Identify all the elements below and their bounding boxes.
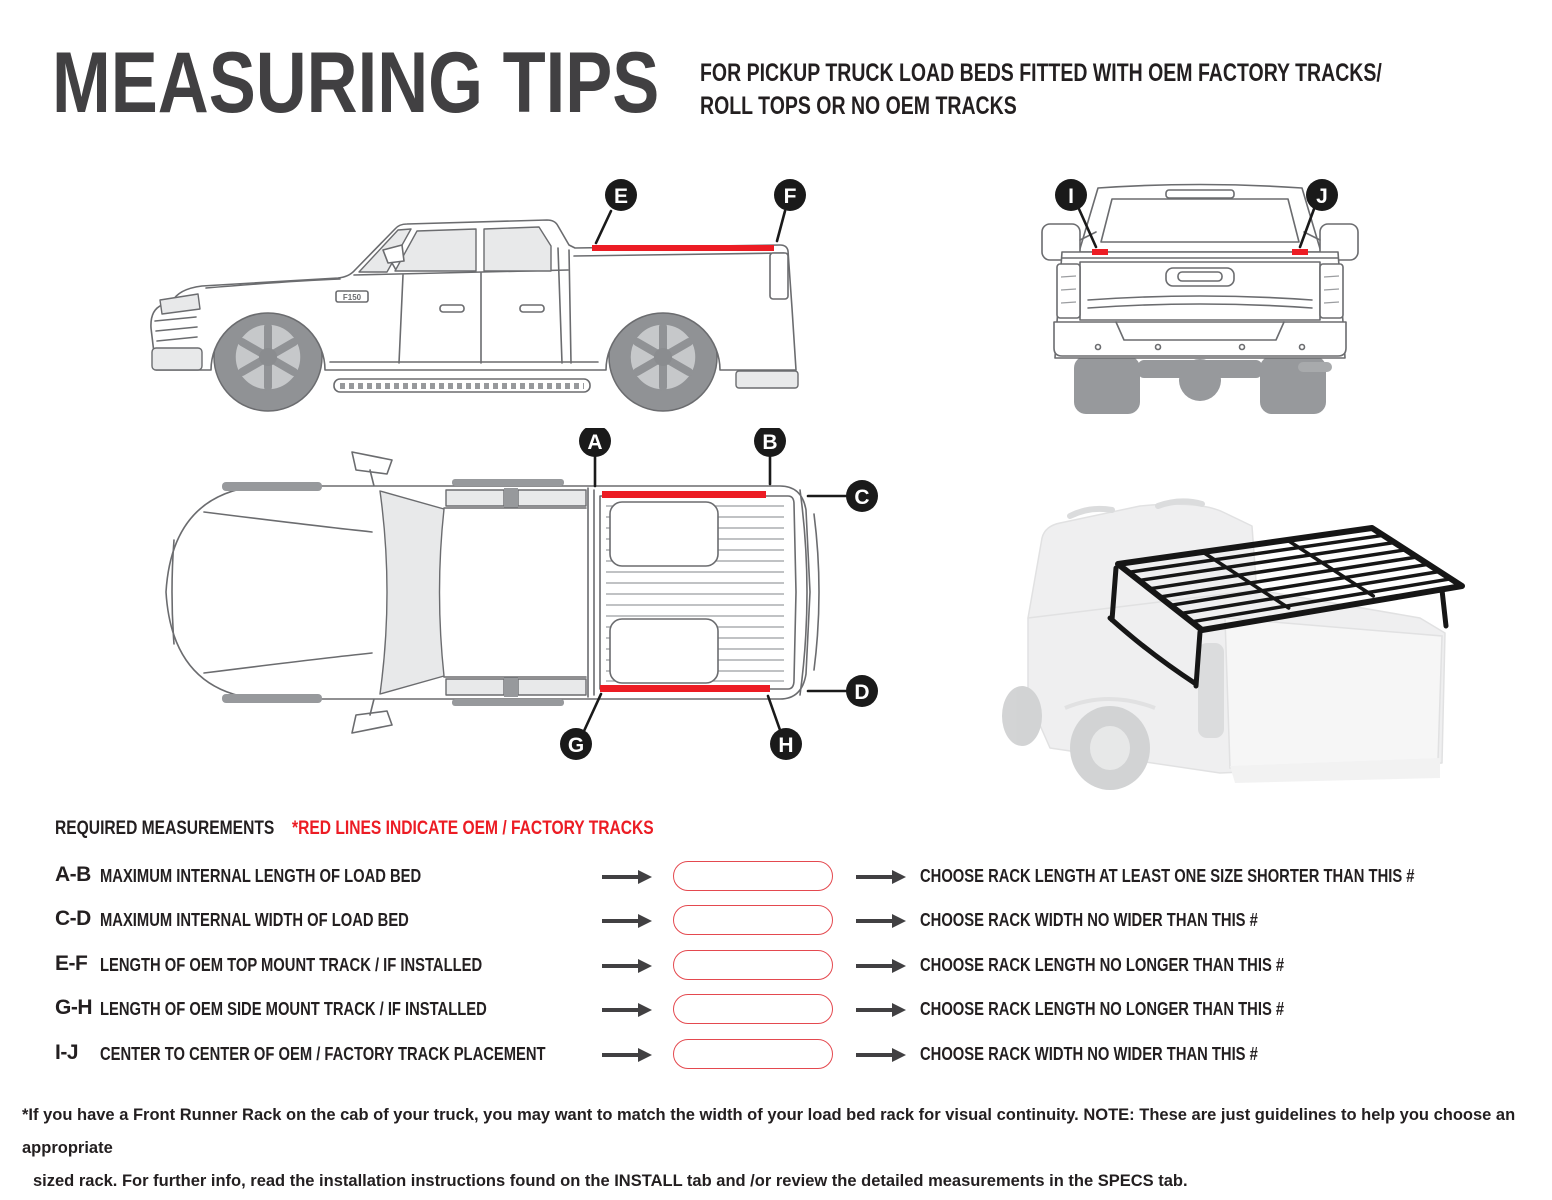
rear-door-window bbox=[484, 227, 551, 271]
measurement-description: CENTER TO CENTER OF OEM / FACTORY TRACK PLACEMENT bbox=[100, 1044, 546, 1064]
arrow-right-icon bbox=[856, 870, 906, 884]
svg-text:G: G bbox=[567, 734, 585, 757]
measurement-id: G-H bbox=[55, 996, 92, 1019]
callout-a bbox=[579, 428, 611, 457]
side-view-truck-diagram bbox=[140, 158, 820, 423]
svg-text:F: F bbox=[783, 185, 797, 208]
measurement-description: LENGTH OF OEM TOP MOUNT TRACK / IF INSTALLED bbox=[100, 955, 483, 975]
measurement-row-cd bbox=[0, 904, 1552, 936]
callout-b bbox=[754, 428, 786, 457]
subtitle-line-2: ROLL TOPS OR NO OEM TRACKS bbox=[700, 92, 1017, 120]
measurement-description: MAXIMUM INTERNAL LENGTH OF LOAD BED bbox=[100, 866, 422, 886]
measurement-row-ab bbox=[0, 860, 1552, 892]
measurement-description: LENGTH OF OEM SIDE MOUNT TRACK / IF INSTALLED bbox=[100, 999, 487, 1019]
wheel-well-top bbox=[610, 502, 718, 566]
top-view-truck-diagram bbox=[140, 428, 910, 773]
measurement-input-cd[interactable] bbox=[673, 905, 833, 935]
taillight bbox=[770, 253, 788, 299]
footnote bbox=[22, 1099, 1552, 1198]
measurement-row-gh bbox=[0, 993, 1552, 1025]
callout-h bbox=[770, 728, 802, 760]
callout-e bbox=[605, 179, 637, 211]
subtitle-line-1: FOR PICKUP TRUCK LOAD BEDS FITTED WITH OEM FACTORY TRACKS/ bbox=[700, 59, 1382, 87]
measurement-description: MAXIMUM INTERNAL WIDTH OF LOAD BED bbox=[100, 910, 409, 930]
callout-g bbox=[560, 728, 592, 760]
page-title: MEASURING TIPS bbox=[52, 35, 660, 131]
ghost-front-wheel bbox=[1002, 686, 1042, 746]
section-heading: REQUIRED MEASUREMENTS bbox=[55, 817, 275, 839]
arrow-right-icon bbox=[602, 870, 652, 884]
measurement-instruction: CHOOSE RACK WIDTH NO WIDER THAN THIS # bbox=[920, 910, 1258, 930]
callout-d bbox=[846, 675, 878, 707]
arrow-right-icon bbox=[602, 959, 652, 973]
measurement-id: C-D bbox=[55, 907, 91, 930]
arrow-right-icon bbox=[602, 1048, 652, 1062]
rear-bumper bbox=[736, 371, 798, 388]
top-mirror bbox=[352, 452, 392, 474]
svg-text:A: A bbox=[587, 431, 603, 454]
measurement-input-ab[interactable] bbox=[673, 861, 833, 891]
svg-text:E: E bbox=[613, 185, 629, 208]
differential bbox=[1179, 359, 1221, 401]
measurement-instruction: CHOOSE RACK WIDTH NO WIDER THAN THIS # bbox=[920, 1044, 1258, 1064]
arrow-right-icon bbox=[602, 1003, 652, 1017]
arrow-right-icon bbox=[856, 914, 906, 928]
rear-view-truck-diagram bbox=[1040, 172, 1360, 422]
exhaust-pipe bbox=[1298, 362, 1332, 372]
rear-window bbox=[1101, 199, 1299, 242]
svg-text:I: I bbox=[1068, 185, 1074, 208]
callout-c bbox=[846, 480, 878, 512]
svg-text:D: D bbox=[854, 681, 870, 704]
ghost-taillight bbox=[1198, 643, 1224, 738]
svg-text:B: B bbox=[762, 431, 778, 454]
page-subtitle bbox=[700, 57, 1552, 123]
measurement-id: I-J bbox=[55, 1041, 79, 1064]
measurement-id: E-F bbox=[55, 952, 88, 975]
measurement-input-ef[interactable] bbox=[673, 950, 833, 980]
bottom-mirror bbox=[352, 711, 392, 733]
svg-text:C: C bbox=[854, 486, 870, 509]
oem-track-mark-i bbox=[1092, 249, 1108, 255]
svg-text:H: H bbox=[778, 734, 794, 757]
oem-track-red-line-ef bbox=[592, 245, 774, 251]
windshield-top bbox=[380, 491, 444, 694]
arrow-right-icon bbox=[856, 1003, 906, 1017]
callout-f bbox=[774, 179, 806, 211]
arrow-right-icon bbox=[856, 959, 906, 973]
measurement-instruction: CHOOSE RACK LENGTH NO LONGER THAN THIS # bbox=[920, 955, 1285, 975]
rear-wheel-left bbox=[1074, 356, 1140, 414]
measurement-input-ij[interactable] bbox=[673, 1039, 833, 1069]
measurement-row-ij bbox=[0, 1038, 1552, 1070]
callout-i bbox=[1055, 179, 1087, 211]
measurement-instruction: CHOOSE RACK LENGTH NO LONGER THAN THIS # bbox=[920, 999, 1285, 1019]
taillight-right bbox=[1320, 264, 1343, 318]
arrow-right-icon bbox=[856, 1048, 906, 1062]
arrow-right-icon bbox=[602, 914, 652, 928]
footnote-line-2: sized rack. For further info, read the installation instructions found on the INSTALL tab and /or review the detailed measurements in the SPECS tab. bbox=[33, 1172, 1188, 1190]
fender-badge: F150 bbox=[342, 293, 362, 302]
oem-track-red-line-bottom bbox=[600, 685, 770, 692]
svg-text:J: J bbox=[1316, 185, 1328, 208]
oem-track-mark-j bbox=[1292, 249, 1308, 255]
measurement-input-gh[interactable] bbox=[673, 994, 833, 1024]
oem-track-red-line-top bbox=[602, 491, 766, 498]
rear-bumper bbox=[1054, 322, 1346, 356]
measurement-row-ef bbox=[0, 949, 1552, 981]
wheel-well-bottom bbox=[610, 619, 718, 683]
measurement-id: A-B bbox=[55, 863, 91, 886]
callout-j bbox=[1306, 179, 1338, 211]
rack-product-photo bbox=[990, 468, 1470, 798]
red-lines-note: *RED LINES INDICATE OEM / FACTORY TRACKS bbox=[292, 817, 654, 839]
front-bumper bbox=[152, 348, 202, 370]
measurement-instruction: CHOOSE RACK LENGTH AT LEAST ONE SIZE SHORTER THAN THIS # bbox=[920, 866, 1415, 886]
footnote-line-1: *If you have a Front Runner Rack on the cab of your truck, you may want to match the width of your load bed rack for visual continuity. NOTE: These are just guidelines to help you choose an appropriate bbox=[22, 1106, 1516, 1157]
taillight-left bbox=[1057, 264, 1080, 318]
